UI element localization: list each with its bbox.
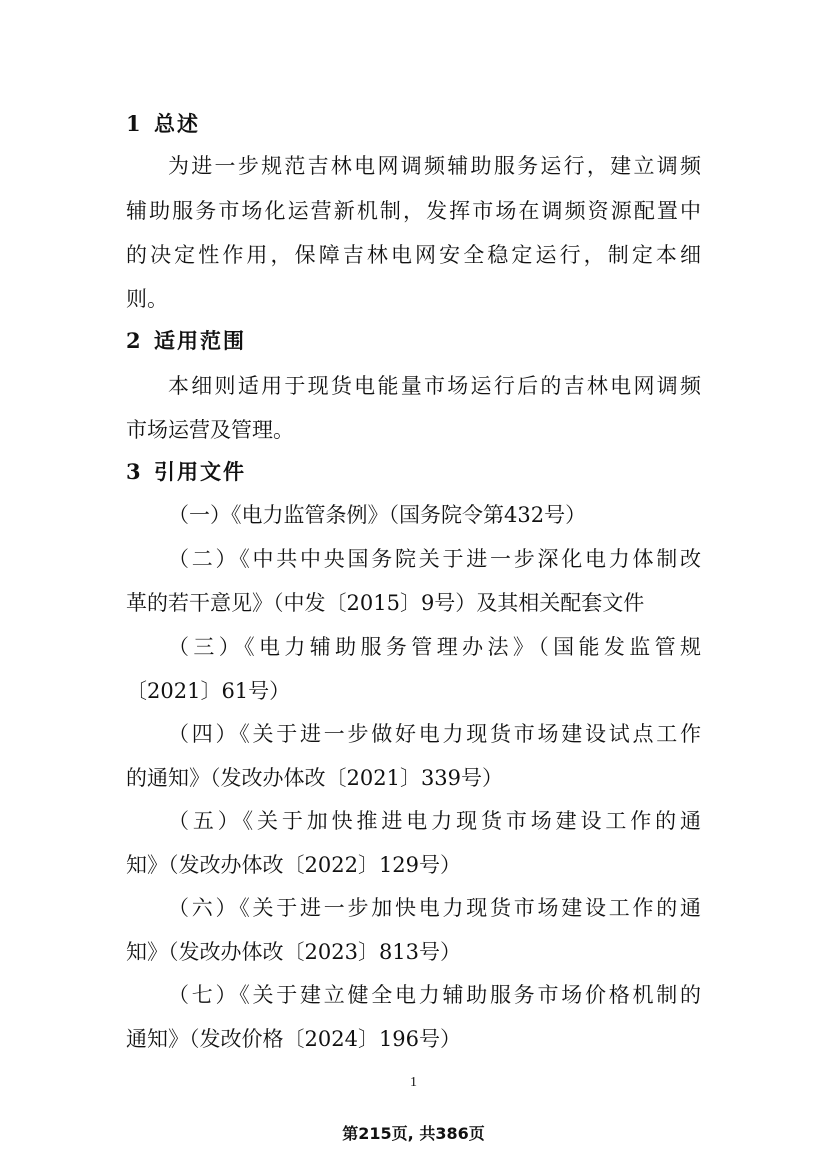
reference-item-continued: 知》（发改办体改〔2022〕129号） — [126, 853, 462, 877]
section-title: 总述 — [154, 111, 200, 136]
paragraph-line: 则。 — [126, 287, 168, 311]
paragraph-line: 市场运营及管理。 — [126, 418, 294, 442]
paragraph-line: 辅助服务市场化运营新机制，发挥市场在调频资源配置中 — [126, 199, 701, 223]
reference-item-continued: 〔2021〕61号） — [126, 679, 291, 703]
section-heading-2 — [126, 325, 246, 355]
page-footer: 第215页, 共386页 — [342, 1124, 485, 1143]
reference-item: （二）《中共中央国务院关于进一步深化电力体制改 — [168, 547, 701, 571]
section-heading-3 — [126, 456, 246, 486]
section-number: 1 — [126, 111, 143, 136]
reference-item: （一）《电力监管条例》（国务院令第432号） — [168, 503, 587, 527]
paragraph-line: 为进一步规范吉林电网调频辅助服务运行，建立调频 — [168, 154, 701, 178]
section-number: 3 — [126, 459, 143, 484]
section-heading-1 — [126, 108, 200, 138]
reference-item: （七）《关于建立健全电力辅助服务市场价格机制的 — [168, 983, 701, 1007]
reference-item: （四）《关于进一步做好电力现货市场建设试点工作 — [168, 722, 701, 746]
paragraph-line: 的决定性作用，保障吉林电网安全稳定运行，制定本细 — [126, 243, 701, 267]
section-title: 适用范围 — [154, 328, 246, 353]
section-number: 2 — [126, 328, 143, 353]
paragraph-line: 本细则适用于现货电能量市场运行后的吉林电网调频 — [168, 374, 701, 398]
reference-item-continued: 知》（发改办体改〔2023〕813号） — [126, 940, 462, 964]
section-title: 引用文件 — [154, 459, 246, 484]
reference-item: （六）《关于进一步加快电力现货市场建设工作的通 — [168, 896, 701, 920]
reference-item-continued: 革的若干意见》（中发〔2015〕9号）及其相关配套文件 — [126, 591, 645, 615]
reference-item: （五）《关于加快推进电力现货市场建设工作的通 — [168, 809, 701, 833]
reference-item-continued: 的通知》（发改办体改〔2021〕339号） — [126, 766, 504, 790]
page-number: 1 — [410, 1075, 417, 1090]
reference-item: （三）《电力辅助服务管理办法》（国能发监管规 — [168, 635, 701, 659]
reference-item-continued: 通知》（发改价格〔2024〕196号） — [126, 1027, 462, 1051]
